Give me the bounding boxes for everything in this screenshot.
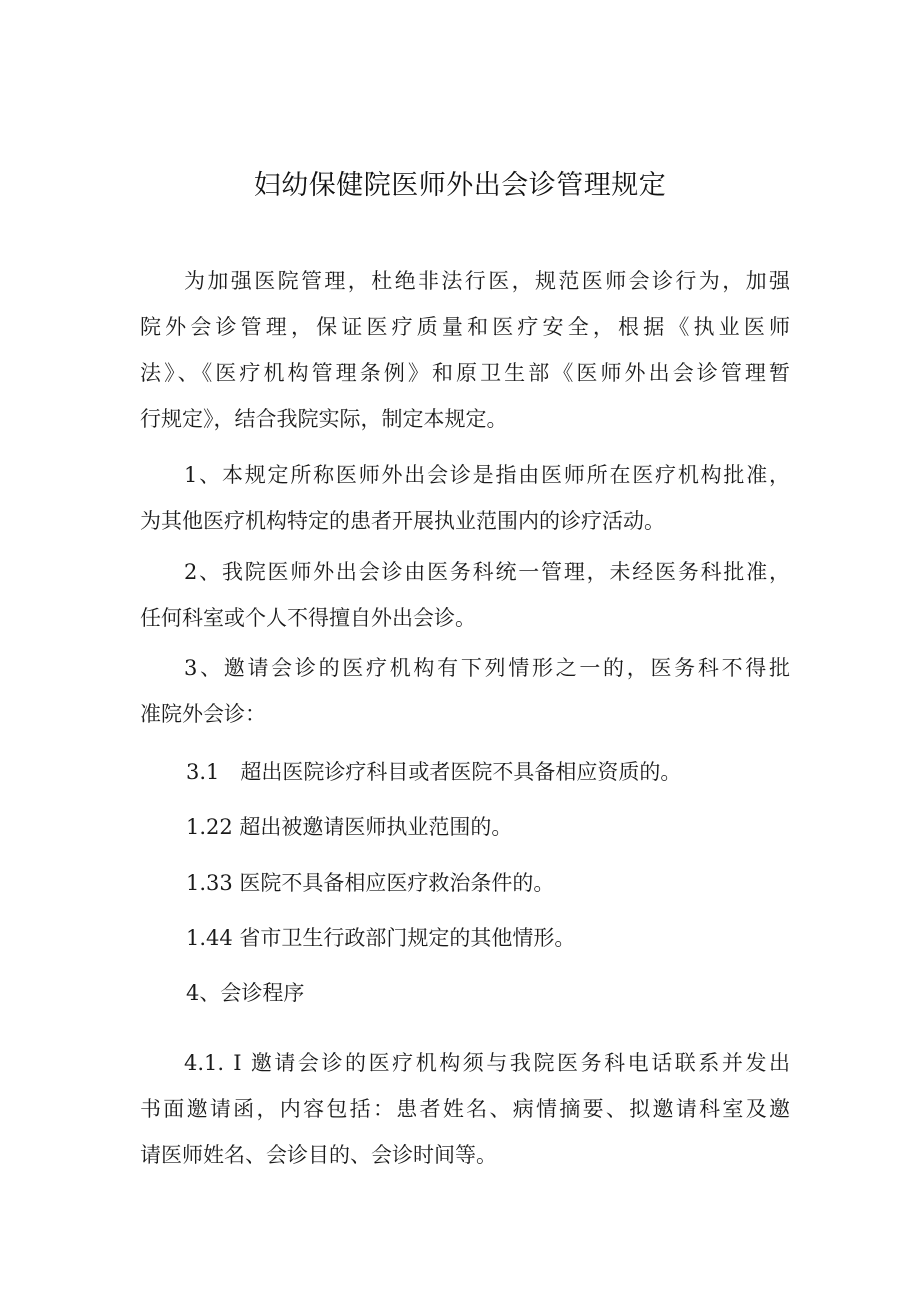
sub-item-1-33: 1.33 医院不具备相应医疗救治条件的。 (186, 871, 555, 895)
paragraph-line: 2、我院医师外出会诊由医务科统一管理，未经医务科批准， (184, 560, 790, 584)
item-4-1-paragraph (140, 1040, 790, 1178)
sub-item-1-22: 1.22 超出被邀请医师执业范围的。 (186, 815, 513, 839)
paragraph-line: 行规定》，结合我院实际，制定本规定。 (140, 407, 508, 431)
paragraph-line: 法》、《医疗机构管理条例》和原卫生部《医师外出会诊管理暂 (140, 361, 790, 385)
paragraph-line: 4.1. I 邀请会诊的医疗机构须与我院医务科电话联系并发出 (184, 1051, 790, 1075)
paragraph-line: 请医师姓名、会诊目的、会诊时间等。 (140, 1143, 497, 1167)
item-1-paragraph (140, 452, 790, 544)
document-title: 妇幼保健院医师外出会诊管理规定 (253, 170, 667, 201)
paragraph-line: 任何科室或个人不得擅自外出会诊。 (140, 606, 476, 630)
item-2-paragraph (140, 549, 790, 641)
paragraph-line: 准院外会诊： (140, 702, 266, 726)
paragraph-line: 1、本规定所称医师外出会诊是指由医师所在医疗机构批准， (184, 463, 790, 487)
paragraph-line: 书面邀请函，内容包括：患者姓名、病情摘要、拟邀请科室及邀 (140, 1097, 790, 1121)
item-3-paragraph (140, 645, 790, 737)
paragraph-line: 院外会诊管理，保证医疗质量和医疗安全，根据《执业医师 (140, 315, 790, 339)
paragraph-line: 为加强医院管理，杜绝非法行医，规范医师会诊行为，加强 (184, 269, 790, 293)
paragraph-line: 3、邀请会诊的医疗机构有下列情形之一的，医务科不得批 (184, 656, 790, 680)
item-4-heading: 4、会诊程序 (186, 981, 305, 1005)
sub-item-3-1: 3.1 超出医院诊疗科目或者医院不具备相应资质的。 (186, 760, 682, 784)
paragraph-line: 为其他医疗机构特定的患者开展执业范围内的诊疗活动。 (140, 509, 665, 533)
intro-paragraph (140, 258, 790, 442)
sub-item-1-44: 1.44 省市卫生行政部门规定的其他情形。 (186, 926, 576, 950)
